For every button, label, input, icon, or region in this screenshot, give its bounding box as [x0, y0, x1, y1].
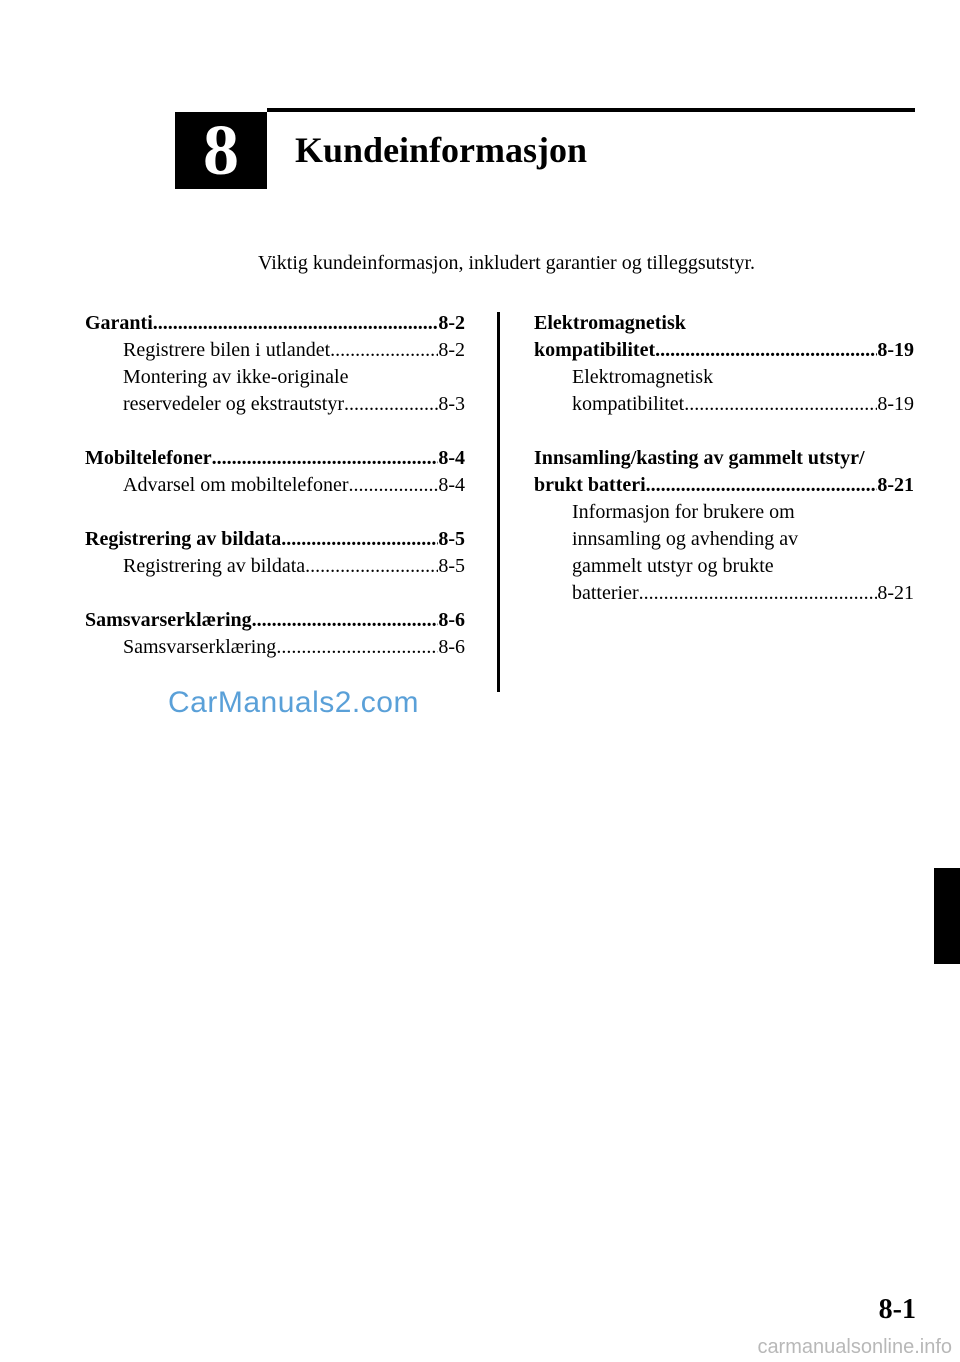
chapter-title: Kundeinformasjon — [295, 130, 588, 170]
toc-entry-garanti[interactable]: Garanti ..... 8-2 — [85, 310, 465, 337]
toc-subentry-informasjon-line3[interactable]: gammelt utstyr og brukte — [572, 555, 774, 577]
toc-subentry-informasjon-line2[interactable]: innsamling og avhending av — [572, 528, 799, 550]
chapter-header-rule — [267, 108, 915, 112]
toc-section-samsvar — [85, 607, 465, 661]
toc-entry-innsamling-line1[interactable]: Innsamling/kasting av gammelt utstyr/ — [534, 447, 865, 469]
column-divider — [497, 312, 500, 692]
toc-right-column — [534, 310, 914, 634]
toc-subentry-montering[interactable]: reservedeler og ekstrautstyr ..... 8-3 — [85, 391, 465, 418]
toc-subentry-samsvar[interactable]: Samsvarserklæring ..... 8-6 — [85, 634, 465, 661]
toc-subentry-registrere-bilen[interactable]: Registrere bilen i utlandet ..... 8-2 — [85, 337, 465, 364]
toc-section-innsamling — [534, 445, 914, 607]
chapter-number: 8 — [175, 112, 267, 189]
carmanuals-watermark: CarManuals2.com — [168, 686, 419, 719]
chapter-thumb-tab — [934, 868, 960, 964]
toc-subentry-informasjon[interactable]: batterier ..... 8-21 — [534, 580, 914, 607]
toc-entry-innsamling[interactable]: brukt batteri ..... 8-21 — [534, 472, 914, 499]
chapter-intro: Viktig kundeinformasjon, inkludert garantier og tilleggsutstyr. — [258, 252, 756, 274]
toc-subentry-emc[interactable]: kompatibilitet ..... 8-19 — [534, 391, 914, 418]
toc-entry-emc[interactable]: kompatibilitet ..... 8-19 — [534, 337, 914, 364]
toc-entry-samsvar[interactable]: Samsvarserklæring ..... 8-6 — [85, 607, 465, 634]
toc-section-emc — [534, 310, 914, 418]
toc-entry-bildata[interactable]: Registrering av bildata ..... 8-5 — [85, 526, 465, 553]
footer-watermark: carmanualsonline.info — [757, 1336, 952, 1358]
toc-entry-mobiltelefoner[interactable]: Mobiltelefoner ..... 8-4 — [85, 445, 465, 472]
toc-entry-emc-line1[interactable]: Elektromagnetisk — [534, 312, 686, 334]
toc-subentry-informasjon-line1[interactable]: Informasjon for brukere om — [572, 501, 795, 523]
toc-section-mobiltelefoner — [85, 445, 465, 499]
toc-subentry-emc-line1[interactable]: Elektromagnetisk — [572, 366, 714, 388]
toc-subentry-advarsel-mobil[interactable]: Advarsel om mobiltelefoner ..... 8-4 — [85, 472, 465, 499]
toc-section-garanti — [85, 310, 465, 418]
toc-subentry-bildata[interactable]: Registrering av bildata ..... 8-5 — [85, 553, 465, 580]
toc-subentry-montering-line1[interactable]: Montering av ikke-originale — [123, 366, 349, 388]
page-number: 8-1 — [878, 1294, 916, 1325]
toc-section-bildata — [85, 526, 465, 580]
toc-left-column — [85, 310, 465, 688]
